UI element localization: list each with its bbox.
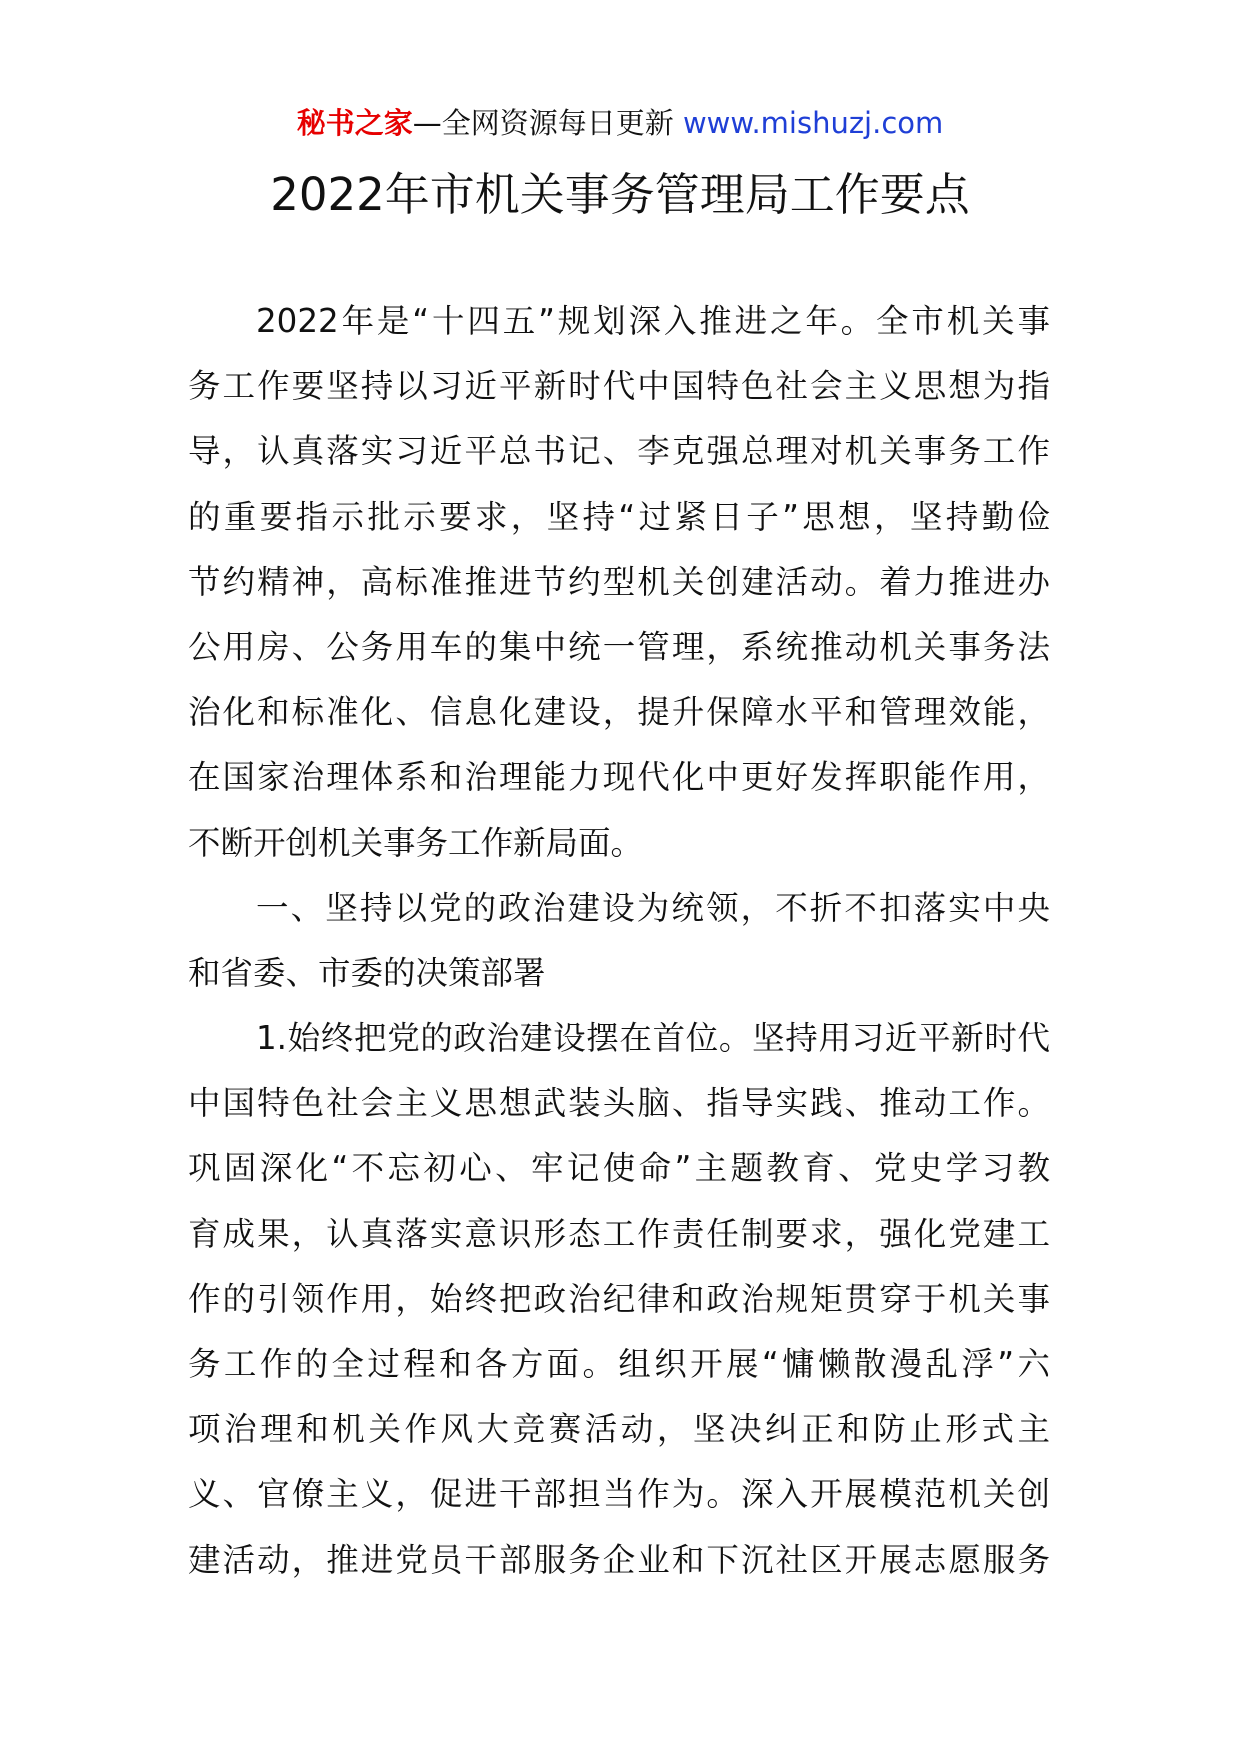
document-body [188,289,1050,1593]
item-1-line-4: 育成果，认真落实意识形态工作责任制要求，强化党建工 [188,1214,1050,1253]
brand-name: 秘书之家 [296,106,413,140]
body-line-intro-8: 在国家治理体系和治理能力现代化中更好发挥职能作用， [188,758,1050,797]
body-line-intro-3: 导，认真落实习近平总书记、李克强总理对机关事务工作 [188,432,1050,471]
item-1-line-2: 中国特色社会主义思想武装头脑、指导实践、推动工作。 [188,1084,1050,1123]
body-line-intro-5: 节约精神，高标准推进节约型机关创建活动。着力推进办 [188,562,1050,601]
item-1-line-9: 建活动，推进党员干部服务企业和下沉社区开展志愿服务 [188,1540,1050,1579]
site-header [0,102,1240,144]
section-heading-1-line-2: 和省委、市委的决策部署 [188,953,546,992]
document-title: 2022年市机关事务管理局工作要点 [270,168,970,221]
body-line-intro-7: 治化和标准化、信息化建设，提升保障水平和管理效能， [188,693,1050,732]
body-line-intro-2: 务工作要坚持以习近平新时代中国特色社会主义思想为指 [188,367,1050,406]
body-line-intro-9: 不断开创机关事务工作新局面。 [188,823,644,862]
item-1-line-8: 义、官僚主义，促进干部担当作为。深入开展模范机关创 [188,1475,1050,1514]
body-line-intro-4: 的重要指示批示要求，坚持“过紧日子”思想，坚持勤俭 [188,497,1050,536]
item-1-line-7: 项治理和机关作风大竞赛活动，坚决纠正和防止形式主 [188,1410,1050,1449]
header-tagline: —全网资源每日更新 [412,106,674,140]
site-url-link[interactable]: www.mishuzj.com [682,106,944,140]
item-1-line-5: 作的引领作用，始终把政治纪律和政治规矩贯穿于机关事 [188,1279,1050,1318]
item-1-line-6: 务工作的全过程和各方面。组织开展“慵懒散漫乱浮”六 [188,1345,1050,1383]
section-heading-1-line-1: 一、坚持以党的政治建设为统领，不折不扣落实中央 [256,888,1050,927]
item-1-line-3: 巩固深化“不忘初心、牢记使命”主题教育、党史学习教 [188,1149,1050,1188]
body-line-intro-1: 2022年是“十四五”规划深入推进之年。全市机关事 [256,302,1050,340]
item-1-line-1: 1.始终把党的政治建设摆在首位。坚持用习近平新时代 [256,1019,1050,1058]
body-line-intro-6: 公用房、公务用车的集中统一管理，系统推动机关事务法 [188,627,1050,666]
